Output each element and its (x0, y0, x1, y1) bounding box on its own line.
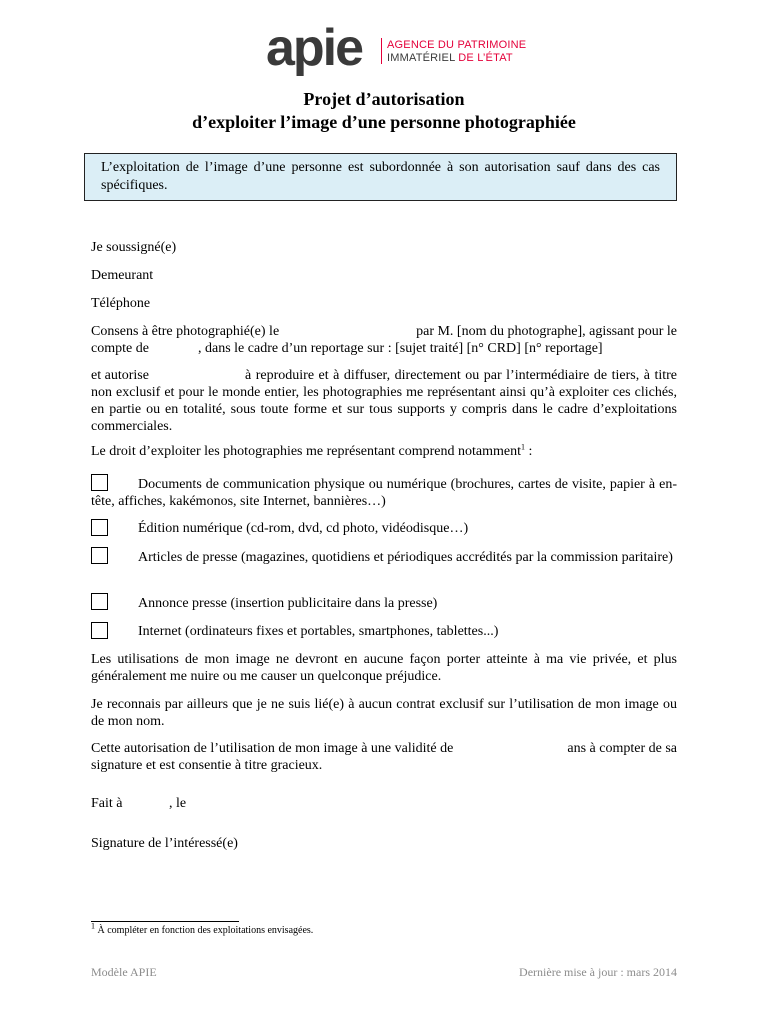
field-demeurant: Demeurant (91, 268, 154, 283)
fait-b: , le (169, 796, 187, 811)
exclusive-paragraph: Je reconnais par ailleurs que je ne suis lié(e) à aucun contrat exclusif sur l’utilisation de mon image ou de mon nom. (91, 697, 677, 729)
logo-line-1a: AGENCE DU (387, 39, 458, 51)
authorize-a: et autorise (91, 368, 149, 383)
apie-logo (266, 19, 527, 77)
footnote-rule (91, 921, 239, 922)
consent-b: par M. [nom du photographe], agissant pour le (416, 324, 677, 339)
rights-intro (91, 443, 677, 460)
footer-left: Modèle APIE (91, 965, 157, 979)
validity-c: signature et est consentie à titre gracieux. (91, 758, 323, 773)
logo-line-2a: IMMATÉRIEL (387, 52, 459, 64)
logo-line-1b: PATRIMOINE (457, 39, 527, 51)
logo-line-2 (387, 52, 513, 64)
option-label-3: Articles de presse (magazines, quotidiens et périodiques accrédités par la commission paritaire) (138, 550, 673, 565)
option-label-4: Annonce presse (insertion publicitaire dans la presse) (138, 596, 438, 611)
footer-right: Dernière mise à jour : mars 2014 (519, 965, 677, 979)
privacy-paragraph: Les utilisations de mon image ne devront en aucune façon porter atteinte à ma vie privée, et plus généralement me nuire ou me causer un quelconque préjudice. (91, 652, 677, 684)
logo-wordmark: apie (266, 19, 363, 77)
option-label-5: Internet (ordinateurs fixes et portables, smartphones, tablettes...) (138, 624, 499, 639)
rights-intro-text: Le droit d’exploiter les photographies me représentant comprend notamment (91, 444, 521, 459)
option-label-1: Documents de communication physique ou numérique (brochures, cartes de visite, papier à en-tête, affiches, kakémonos, site Internet, bannières…) (91, 477, 677, 509)
doc-title-line-1: Projet d’autorisation (303, 89, 465, 109)
footnote-ref: 1 (520, 442, 525, 452)
option-label-2: Édition numérique (cd-rom, dvd, cd photo, vidéodisque…) (138, 521, 469, 536)
field-soussigne: Je soussigné(e) (91, 240, 177, 255)
logo-line-1 (387, 39, 526, 51)
consent-a: Consens à être photographié(e) le (91, 324, 280, 339)
signature-label: Signature de l’intéressé(e) (91, 836, 238, 851)
authorize-b: à reproduire et à diffuser, directement ou par l’intermédiaire de tiers, à titre non exclusif et pour le monde entier, les photographies me représentant ainsi qu’à exploiter ces clichés, en partie ou en totalité, sous toute forme et sur tous supports y compris dans le cadre d’exploitations commerciales. (91, 368, 677, 434)
footnote-number: 1 (91, 921, 95, 931)
notice-box: L’exploitation de l’image d’une personne est subordonnée à son autorisation sauf dans des cas spécifiques. (84, 153, 677, 201)
consent-c: compte de (91, 341, 149, 356)
consent-d: , dans le cadre d’un reportage sur : [sujet traité] [n° CRD] [n° reportage] (198, 341, 603, 356)
rights-intro-colon: : (524, 444, 533, 459)
footnote-text: À compléter en fonction des exploitations envisagées. (95, 925, 314, 936)
logo-line-2b: DE L’ÉTAT (458, 52, 513, 64)
field-telephone: Téléphone (91, 296, 151, 311)
validity-a: Cette autorisation de l’utilisation de mon image à une validité de (91, 741, 454, 756)
doc-title-line-2: d’exploiter l’image d’une personne photographiée (192, 112, 576, 132)
fait-a: Fait à (91, 796, 123, 811)
footnote (91, 921, 314, 937)
logo-divider (381, 38, 382, 64)
validity-b: ans à compter de sa (567, 741, 677, 756)
